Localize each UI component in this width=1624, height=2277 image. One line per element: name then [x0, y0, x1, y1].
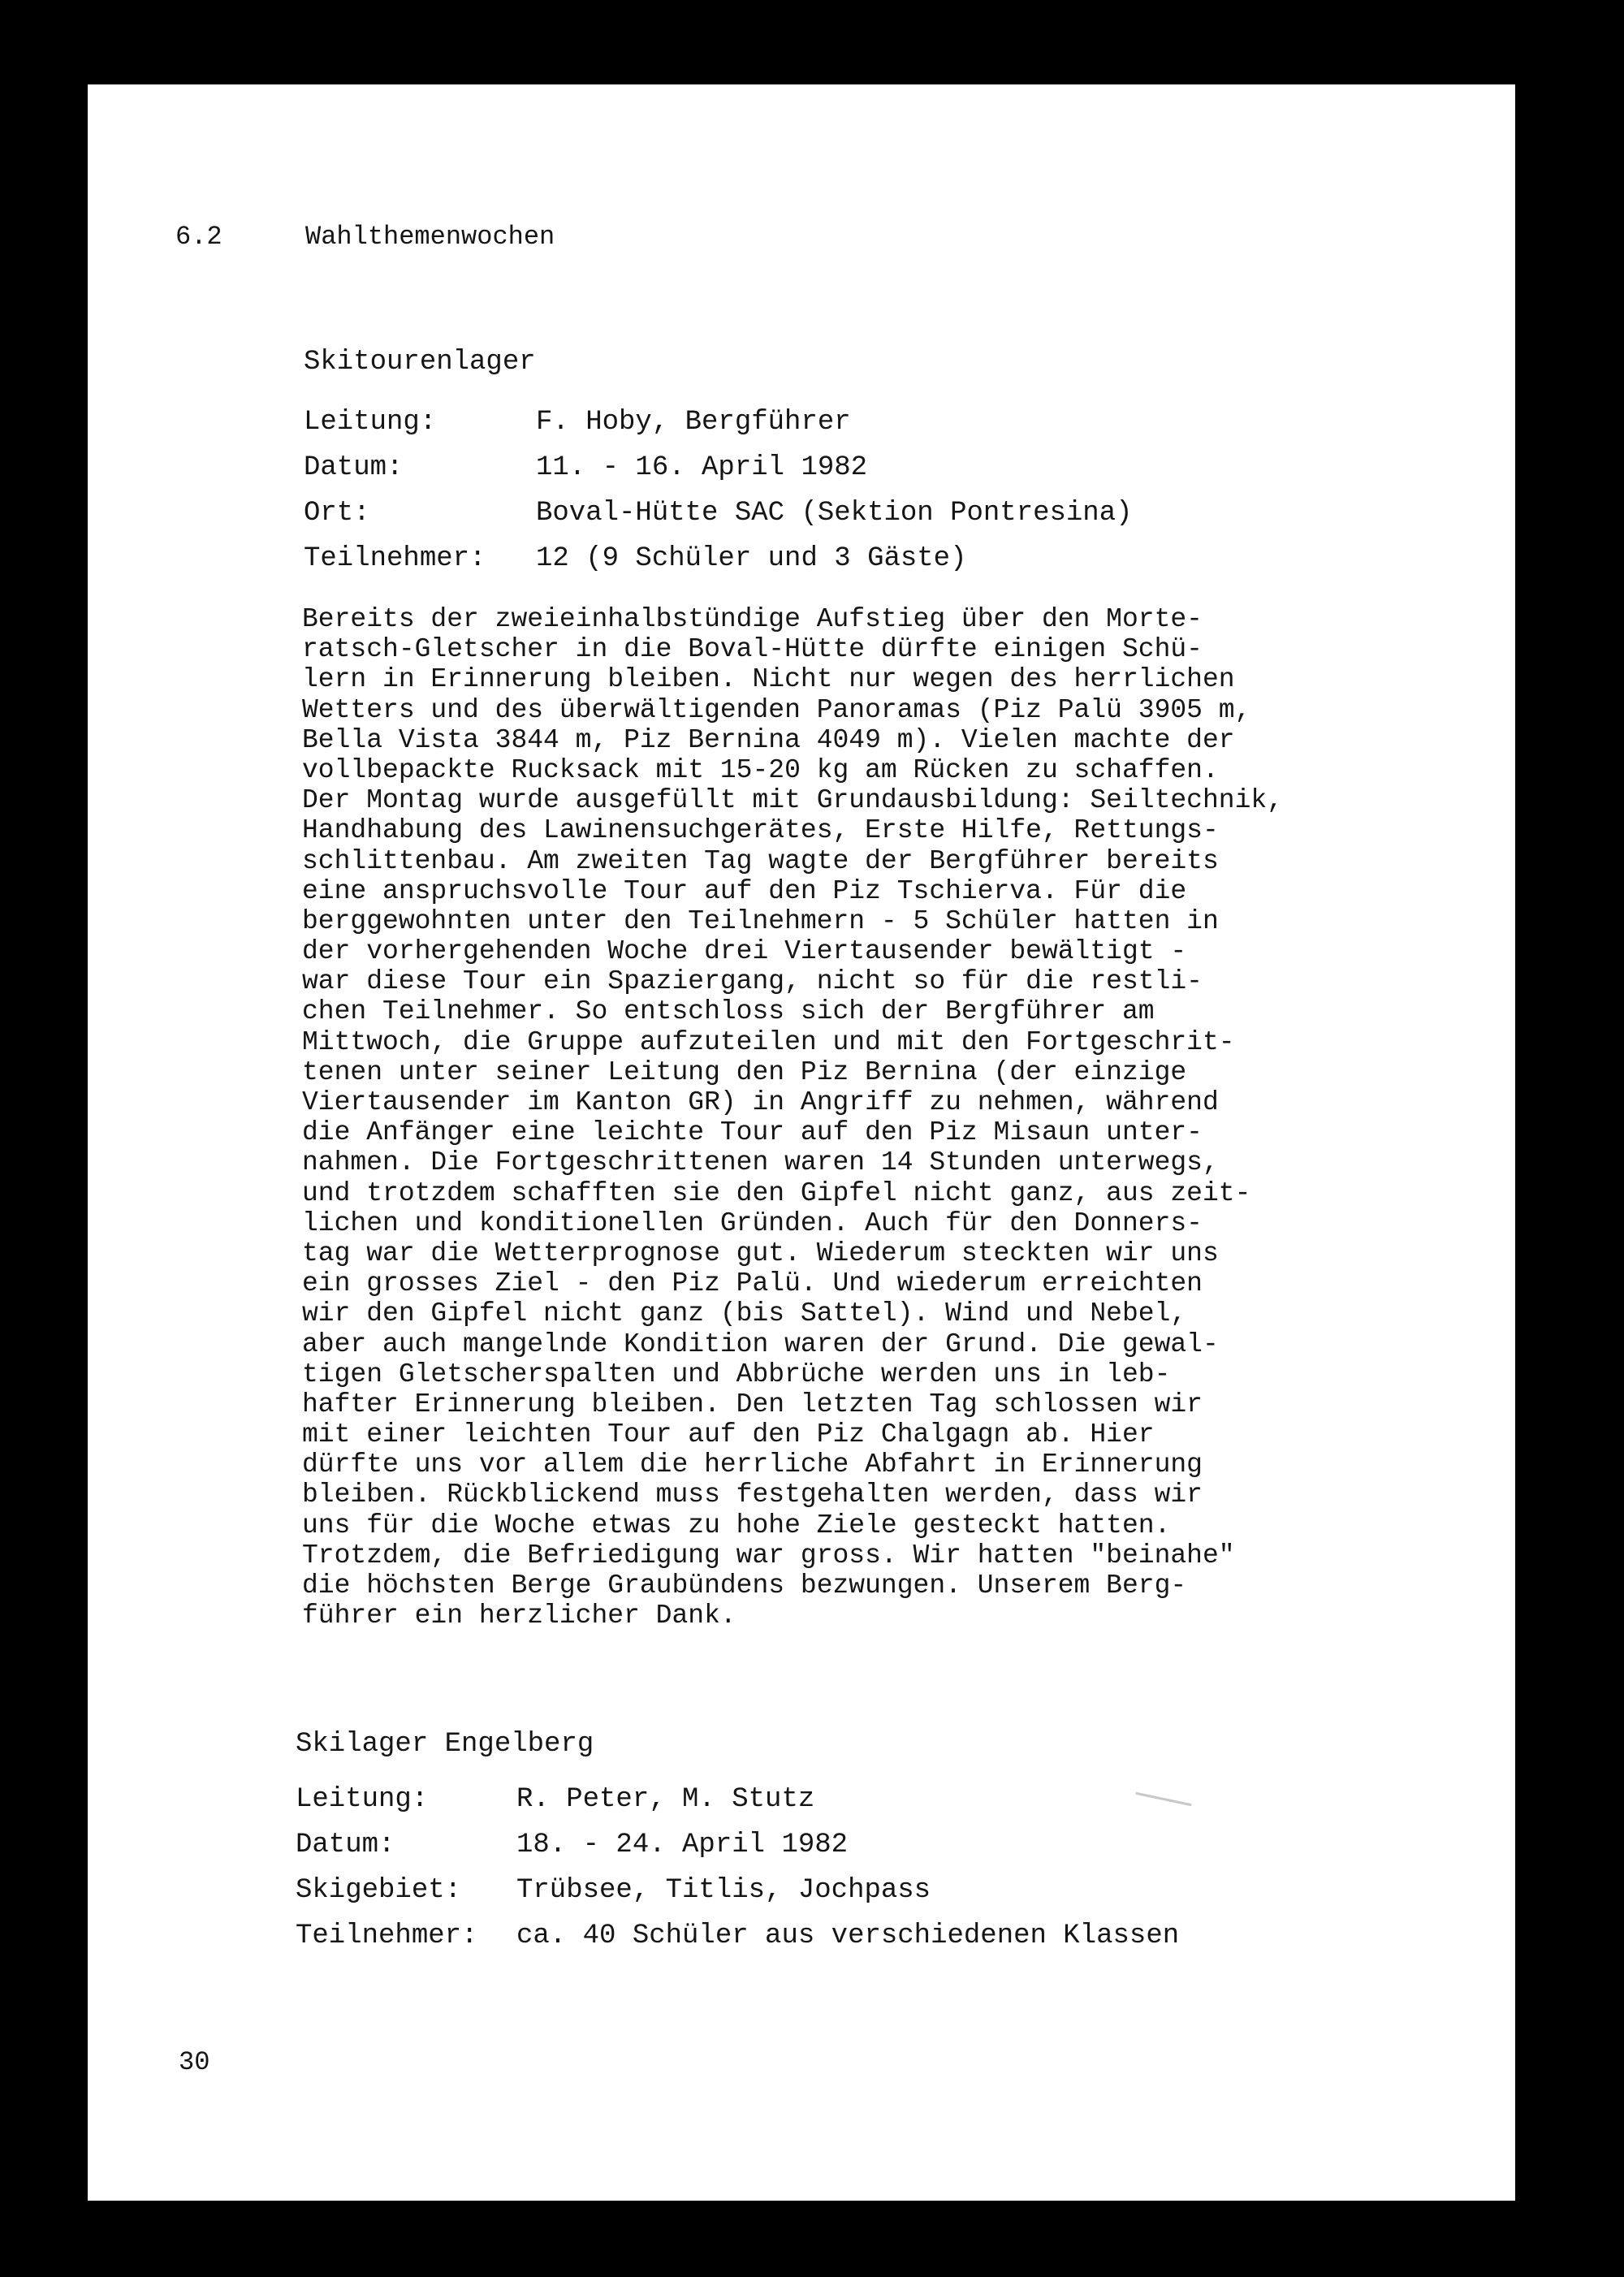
paragraph-line: Handhabung des Lawinensuchgerätes, Erste Hilfe, Rettungs-: [302, 815, 1219, 846]
paragraph-line: lichen und konditionellen Gründen. Auch für den Donners-: [302, 1208, 1203, 1238]
paragraph-line: Der Montag wurde ausgefüllt mit Grundausbildung: Seiltechnik,: [302, 785, 1283, 816]
meta-label: Leitung:: [296, 1784, 429, 1815]
paragraph-line: schlittenbau. Am zweiten Tag wagte der Bergführer bereits: [302, 845, 1219, 876]
skitourenlager-meta: [304, 404, 1133, 586]
meta-row-leitung: [296, 1782, 815, 1827]
paragraph-line: hafter Erinnerung bleiben. Den letzten Tag schlossen wir: [302, 1389, 1203, 1419]
meta-row-datum: [304, 450, 868, 495]
meta-row-teilnehmer: [296, 1918, 1180, 1964]
meta-value: 11. - 16. April 1982: [536, 452, 868, 483]
skitourenlager-title: Skitourenlager: [304, 347, 536, 378]
skilager-engelberg-title: Skilager Engelberg: [296, 1729, 594, 1760]
meta-row-leitung: [304, 404, 851, 450]
paragraph-line: dürfte uns vor allem die herrliche Abfahrt in Erinnerung: [302, 1450, 1203, 1480]
paragraph-line: bleiben. Rückblickend muss festgehalten werden, dass wir: [302, 1480, 1203, 1510]
meta-value: Boval-Hütte SAC (Sektion Pontresina): [536, 498, 1133, 529]
paragraph-line: Wetters und des überwältigenden Panoramas (Piz Palü 3905 m,: [302, 694, 1251, 725]
section-heading: [175, 221, 555, 351]
paragraph-line: vollbepackte Rucksack mit 15-20 kg am Rücken zu schaffen.: [302, 754, 1219, 785]
page-number: 30: [179, 2047, 210, 2077]
meta-value: R. Peter, M. Stutz: [516, 1784, 815, 1815]
paragraph-line: mit einer leichten Tour auf den Piz Chalgagn ab. Hier: [302, 1419, 1155, 1450]
scan-smudge: [1135, 1792, 1191, 1806]
section-heading-title: Wahlthemenwochen: [305, 222, 555, 252]
paragraph-line: eine anspruchsvolle Tour auf den Piz Tschierva. Für die: [302, 875, 1187, 906]
paragraph-line: nahmen. Die Fortgeschrittenen waren 14 Stunden unterwegs,: [302, 1147, 1219, 1178]
paragraph-line: die höchsten Berge Graubündens bezwungen. Unserem Berg-: [302, 1571, 1187, 1601]
meta-row-teilnehmer: [304, 541, 967, 586]
meta-label: Skigebiet:: [296, 1875, 462, 1906]
meta-label: Teilnehmer:: [304, 543, 486, 574]
section-number: 6.2: [175, 222, 222, 252]
paragraph-line: tag war die Wetterprognose gut. Wiederum steckten wir uns: [302, 1238, 1219, 1268]
paragraph-line: Bella Vista 3844 m, Piz Bernina 4049 m). Vielen machte der: [302, 724, 1235, 755]
meta-row-datum: [296, 1827, 849, 1873]
paragraph-line: ein grosses Ziel - den Piz Palü. Und wiederum erreichten: [302, 1268, 1203, 1299]
paragraph-line: aber auch mangelnde Kondition waren der Grund. Die gewal-: [302, 1329, 1219, 1359]
paragraph-line: lern in Erinnerung bleiben. Nicht nur wegen des herrlichen: [302, 664, 1235, 695]
skilager-engelberg-meta: [296, 1782, 1180, 1964]
meta-label: Leitung:: [304, 407, 437, 438]
paragraph-line: war diese Tour ein Spaziergang, nicht so für die restli-: [302, 966, 1203, 997]
meta-value: 12 (9 Schüler und 3 Gäste): [536, 543, 967, 574]
paragraph-line: tenen unter seiner Leitung den Piz Bernina (der einzige: [302, 1056, 1187, 1087]
paragraph-line: ratsch-Gletscher in die Boval-Hütte dürfte einigen Schü-: [302, 634, 1203, 665]
meta-label: Datum:: [304, 452, 404, 483]
meta-row-ort: [304, 495, 1133, 541]
meta-value: F. Hoby, Bergführer: [536, 407, 851, 438]
meta-label: Teilnehmer:: [296, 1921, 478, 1951]
paragraph-line: der vorhergehenden Woche drei Viertausender bewältigt -: [302, 936, 1187, 967]
meta-value: 18. - 24. April 1982: [516, 1830, 849, 1860]
meta-label: Datum:: [296, 1830, 395, 1860]
paragraph-line: Bereits der zweieinhalbstündige Aufstieg über den Morte-: [302, 604, 1203, 634]
meta-row-skigebiet: [296, 1873, 931, 1918]
meta-value: Trübsee, Titlis, Jochpass: [516, 1875, 931, 1906]
paragraph-line: Trotzdem, die Befriedigung war gross. Wir hatten "beinahe": [302, 1540, 1235, 1571]
paragraph-line: uns für die Woche etwas zu hohe Ziele gesteckt hatten.: [302, 1510, 1171, 1540]
paragraph-line: berggewohnten unter den Teilnehmern - 5 Schüler hatten in: [302, 905, 1219, 936]
paragraph-line: chen Teilnehmer. So entschloss sich der Bergführer am: [302, 996, 1155, 1027]
meta-value: ca. 40 Schüler aus verschiedenen Klassen: [516, 1921, 1180, 1951]
paragraph-line: Viertausender im Kanton GR) in Angriff zu nehmen, während: [302, 1087, 1219, 1117]
paragraph-line: führer ein herzlicher Dank.: [302, 1601, 736, 1631]
meta-label: Ort:: [304, 498, 370, 529]
paragraph-line: und trotzdem schafften sie den Gipfel nicht ganz, aus zeit-: [302, 1177, 1251, 1208]
paragraph-line: wir den Gipfel nicht ganz (bis Sattel). Wind und Nebel,: [302, 1298, 1187, 1329]
paragraph-line: tigen Gletscherspalten und Abbrüche werden uns in leb-: [302, 1359, 1171, 1389]
paragraph-line: Mittwoch, die Gruppe aufzuteilen und mit den Fortgeschrit-: [302, 1026, 1235, 1057]
paragraph-line: die Anfänger eine leichte Tour auf den Piz Misaun unter-: [302, 1117, 1203, 1148]
skitourenlager-report: [302, 604, 1471, 1631]
document-page: [88, 84, 1515, 2201]
